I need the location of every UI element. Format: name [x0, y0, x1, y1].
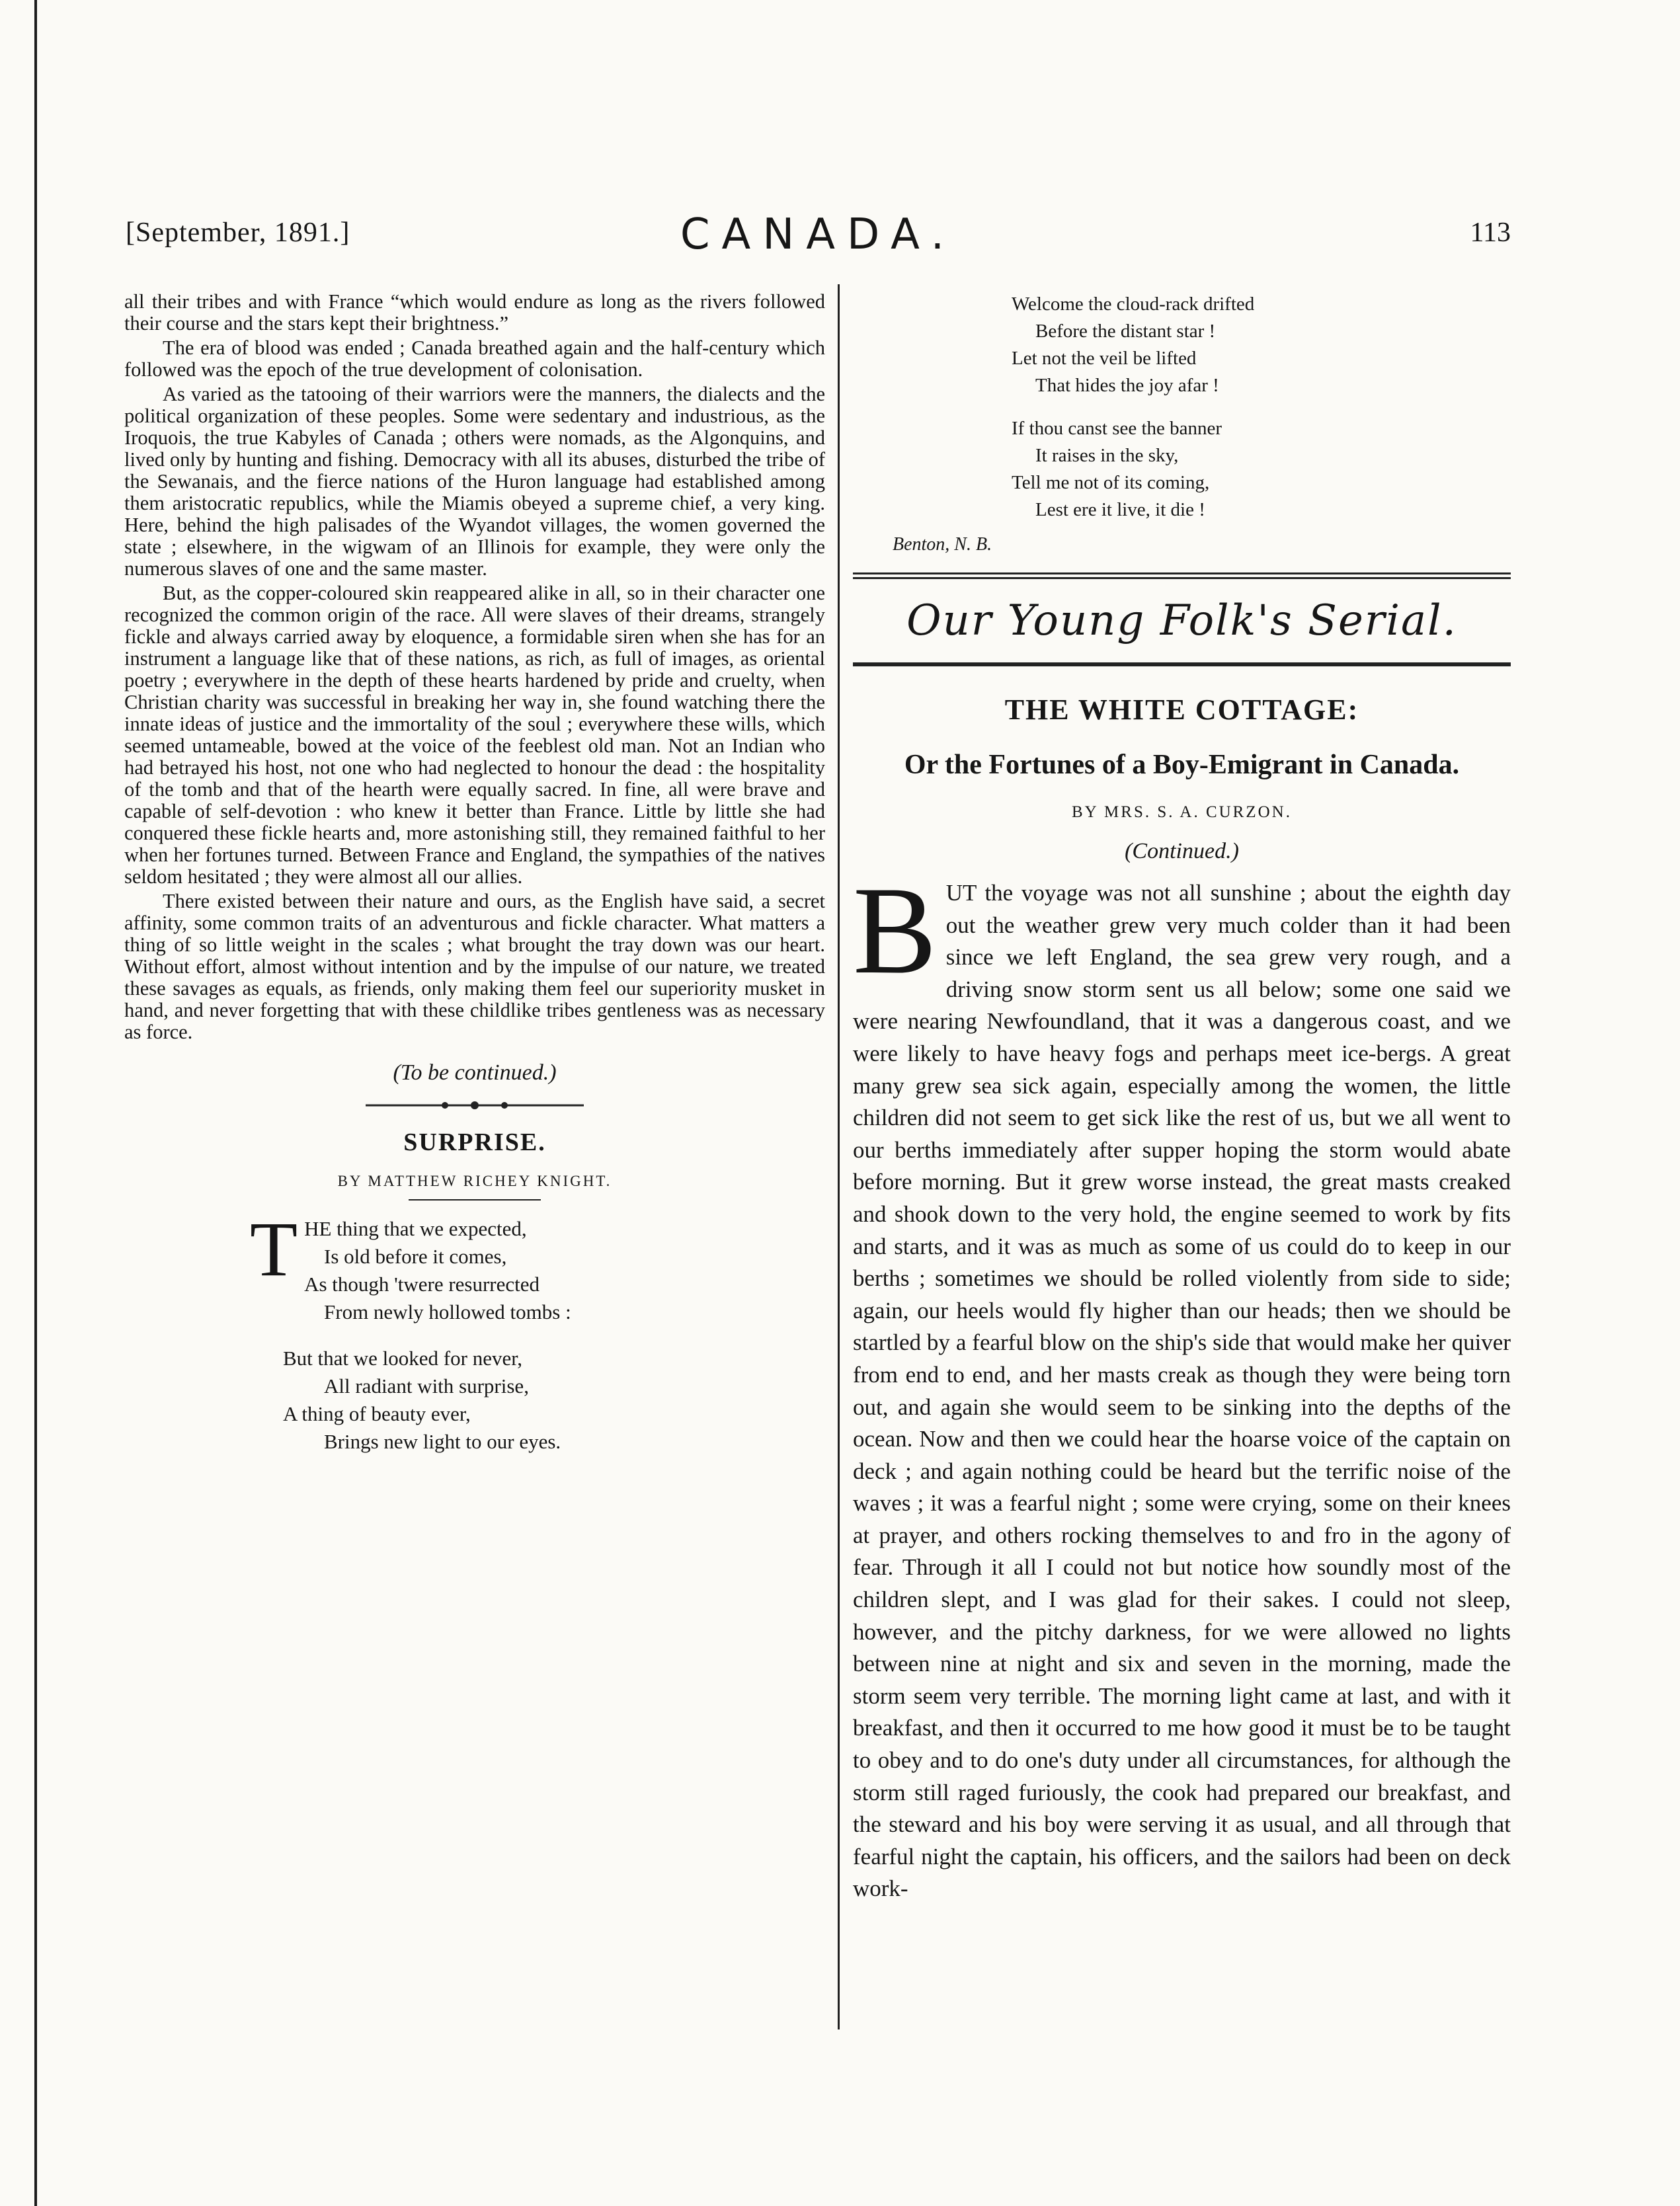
poem-title: SURPRISE. — [403, 1128, 546, 1156]
story-subtitle: Or the Fortunes of a Boy-Emigrant in Canada. — [904, 750, 1460, 780]
poem-line: It raises in the sky, — [1035, 445, 1179, 466]
left-column — [124, 291, 825, 1474]
story-author: BY MRS. S. A. CURZON. — [1072, 803, 1292, 821]
ornament-divider — [366, 1099, 584, 1112]
poem-byline: BY MATTHEW RICHEY KNIGHT. — [337, 1173, 612, 1189]
poem-line: But that we looked for never, — [283, 1347, 523, 1370]
poem-line: All radiant with surprise, — [324, 1374, 529, 1398]
article-body — [124, 291, 825, 1043]
issue-date: [September, 1891.] — [126, 217, 350, 248]
heavy-rule — [853, 662, 1511, 666]
poem-line: As though 'twere resurrected — [304, 1273, 540, 1296]
right-column — [853, 291, 1511, 1905]
poem-stanza — [283, 1345, 825, 1456]
page-number: 113 — [1470, 217, 1511, 248]
poem-line: HE thing that we expected, — [304, 1217, 527, 1240]
poem-stanza — [1012, 291, 1511, 399]
paragraph: all their tribes and with France “which would endure as long as the rivers followed their course and the stars kept their brightness.” — [124, 290, 825, 335]
double-rule — [853, 572, 1511, 579]
poem-line: From newly hollowed tombs : — [324, 1300, 571, 1323]
story-title: THE WHITE COTTAGE: — [1004, 693, 1359, 726]
poem-line: If thou canst see the banner — [1012, 418, 1222, 439]
poem-line: Brings new light to our eyes. — [324, 1430, 561, 1453]
drop-cap: B — [853, 861, 937, 1000]
page-header — [126, 210, 1511, 263]
paragraph: There existed between their nature and ours, as the English have said, a secret affinity, some common traits of an adventurous and fickle character. What matters a thing of so little weight in the scales ; what brought the tray down was our heart. Without effort, almost without intention and by the impulse of our nature, we treated these savages as equals, as friends, only making them feel our superiority musket in hand, and never forgetting that with these childlike tribes gentleness was as necessary as force. — [124, 890, 825, 1043]
magazine-title: CANADA. — [680, 210, 957, 259]
poem-line: Before the distant star ! — [1035, 321, 1216, 342]
paragraph: But, as the copper-coloured skin reappeared alike in all, so in their character one recognized the common origin of the race. All were slaves of their dreams, strangely fickle and always carried away by eloquence, a formidable siren when she has for an instrument a language like that of these nations, as rich, as full of images, as oriental poetry ; everywhere in the depth of these hearts hardened by pride and cruelty, when Christian charity was successful in breaking her way in, she found watching there the innate ideas of justice and the immortality of the soul ; everywhere these wills, which seemed untameable, bowed at the voice of the feeblest old man. Not an Indian who had betrayed his host, not one who had neglected to honour the dead : the hospitality of the tomb and that of the hearth were equally sacred. In fine, all were brave and capable of self-devotion : who knew it better than France. Little by little she had conquered these fickle hearts and, more astonishing still, they remained faithful to her when her fortunes turned. Between France and England, the sympathies of the natives seldom hesitated ; they were almost all our allies. — [124, 582, 825, 888]
poem-ending — [1012, 291, 1511, 524]
to-be-continued: (To be continued.) — [393, 1060, 557, 1085]
poem-stanza — [1012, 415, 1511, 524]
poem-stanza — [250, 1206, 825, 1326]
drop-cap: T — [250, 1206, 298, 1292]
scan-edge-line — [34, 0, 37, 2206]
paragraph: The era of blood was ended ; Canada breathed again and the half-century which followed was the epoch of the true development of colonisation. — [124, 336, 825, 381]
poem-line: Is old before it comes, — [324, 1245, 507, 1268]
poem-place: Benton, N. B. — [893, 534, 992, 555]
poem-line: Welcome the cloud-rack drifted — [1012, 294, 1255, 315]
poem-line: A thing of beauty ever, — [283, 1402, 471, 1425]
story-continued: (Continued.) — [1125, 839, 1239, 863]
column-divider — [838, 284, 840, 2029]
poem-surprise — [250, 1206, 825, 1456]
paragraph: As varied as the tatooing of their warriors were the manners, the dialects and the political organization of these peoples. Some were sedentary and industrious, as the Iroquois, the true Kabyles of Canada ; others were nomads, as the Algonquins, and lived only by hunting and fishing. Democracy with all its abuses, disturbed the tribe of the Sewanais, and the fierce nations of the Huron language had established among them aristocratic republics, while the Miamis obeyed a supreme chief, a very king. Here, behind the high palisades of the Wyandot villages, the women governed the state ; elsewhere, in the wigwam of an Illinois for example, they were only the numerous slaves of one and the same master. — [124, 383, 825, 580]
section-heading: Our Young Folk's Serial. — [906, 596, 1457, 645]
poem-line: Tell me not of its coming, — [1012, 472, 1210, 493]
poem-line: Let not the veil be lifted — [1012, 348, 1197, 369]
poem-line: Lest ere it live, it die ! — [1035, 499, 1205, 520]
short-rule — [409, 1199, 541, 1201]
poem-line: That hides the joy afar ! — [1035, 375, 1219, 396]
story-body — [853, 861, 1511, 1905]
story-text: UT the voyage was not all sunshine ; about the eighth day out the weather grew very much colder than it had been since we left England, the sea grew very rough, and a driving snow storm sent us all below; some one said we were nearing Newfoundland, that it was a dangerous coast, and we were likely to have heavy fogs and perhaps meet ice-bergs. A great many grew sea sick again, especially among the women, the little children did not seem to get sick like the rest of us, but we all went to our berths immediately after supper hoping the storm would abate before morning. But it grew worse instead, the great masts creaked and shook down to the very hold, the engine seemed to work by fits and starts, and it was as much as some of us could do to keep in our berths ; sometimes we should be rolled violently from side to side; again, our heels would fly higher than our heads; then we should be startled by a fearful blow on the ship's side that would make her quiver from end to end, and her masts creak as though they were being torn out, and again she would seem to be sinking into the depths of the ocean. Now and then we could hear the hoarse voice of the captain on deck ; and again nothing could be heard but the terrific noise of the waves ; it was a fearful night ; some were crying, some on their knees at prayer, and others rocking themselves to and fro in the agony of fear. Through it all I could not but notice how soundly most of the children slept, and I was glad for their sakes. I could not sleep, however, and the pitchy darkness, for we were allowed no lights between nine at night and six and seven in the morning, made the storm seem very terrible. The morning light came at last, and with it breakfast, and then it occurred to me how good it must be to be taught to obey and to do one's duty under all circumstances, for although the storm still raged furiously, the cook had prepared our breakfast, and the steward and his boy were serving it as usual, and all through that fearful night the captain, his officers, and the sailors had been on deck work- — [853, 880, 1511, 1902]
